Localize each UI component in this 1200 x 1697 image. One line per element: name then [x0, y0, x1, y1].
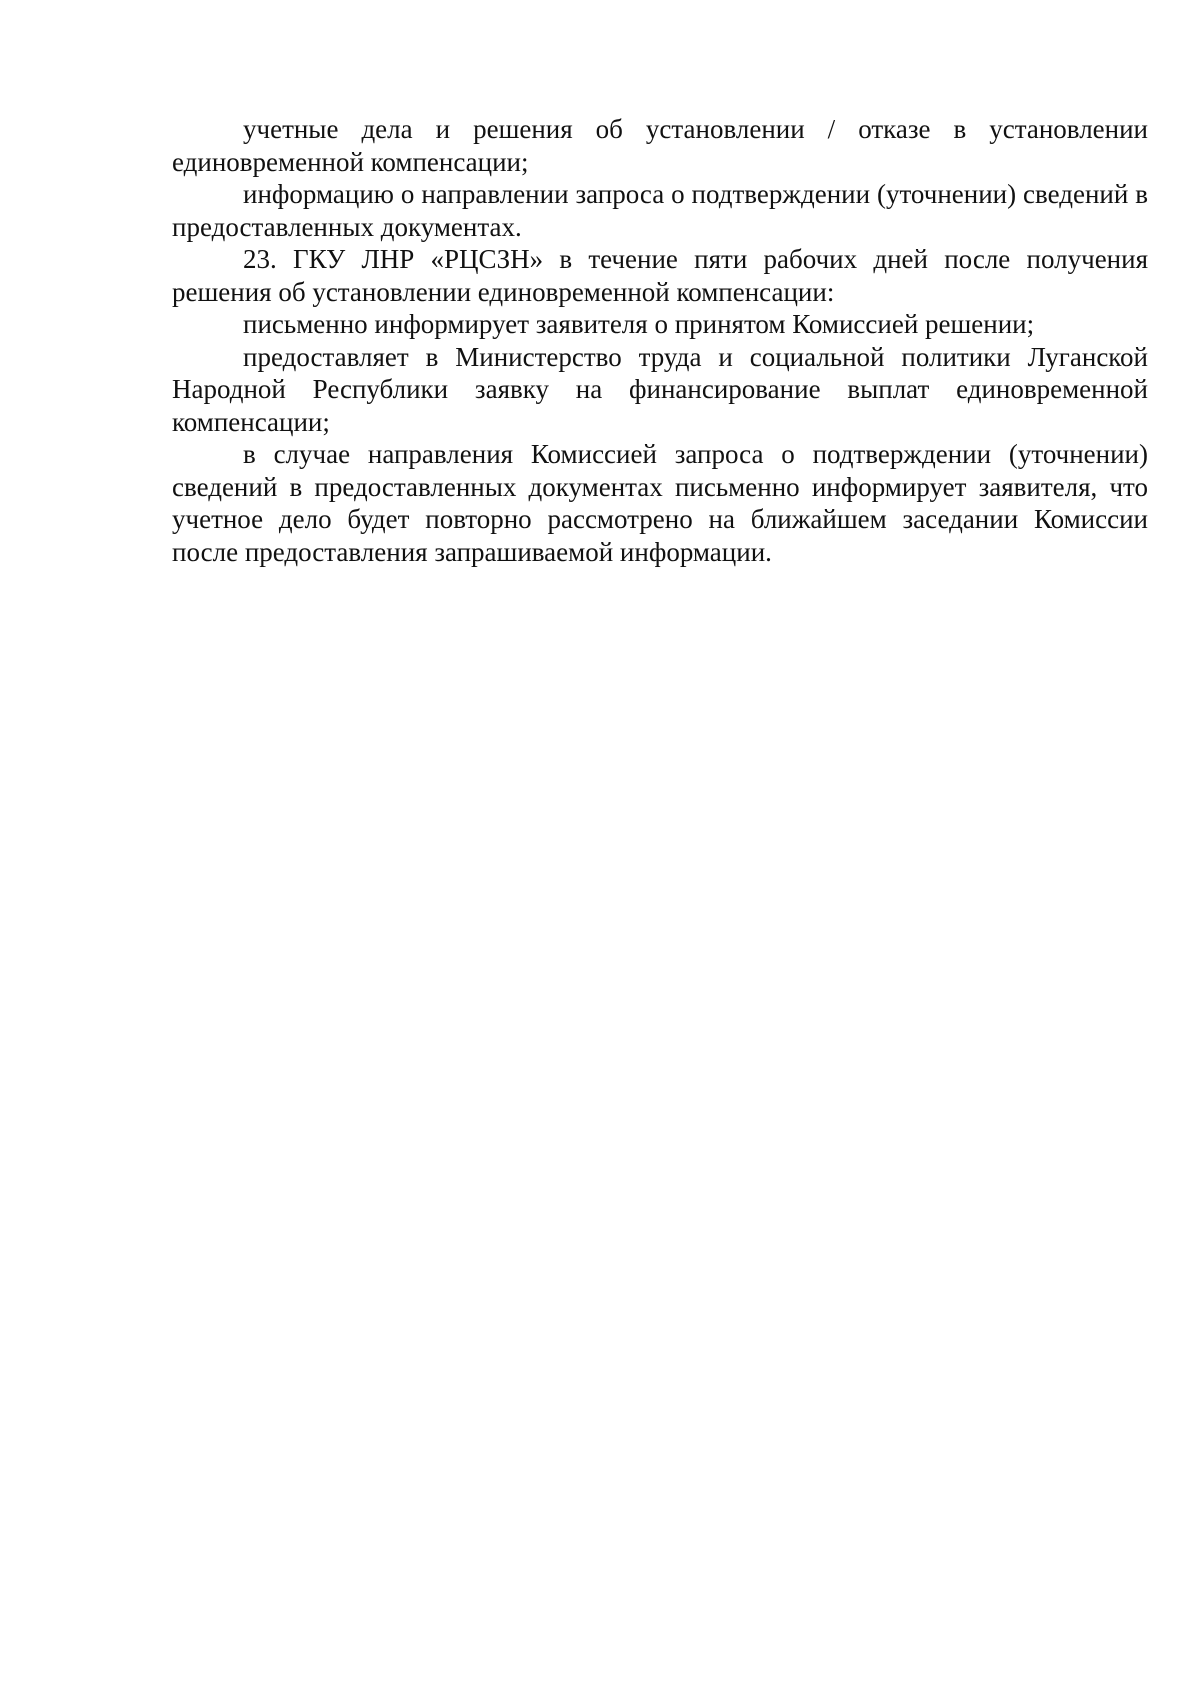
paragraph-repeat-review: в случае направления Комиссией запроса о подтверждении (уточнении) сведений в предоставленных документах письменно информирует заявителя, что учетное дело будет повторно рассмотрено на ближайшем заседании Комиссии после предоставления запрашиваемой информации. — [172, 439, 1148, 567]
paragraph-inform-applicant: письменно информирует заявителя о принятом Комиссией решении; — [243, 309, 1035, 339]
document-body — [172, 113, 1148, 568]
paragraph-case-files: учетные дела и решения об установлении / отказе в установлении единовременной компенсации; — [172, 114, 1148, 177]
paragraph-request-info: информацию о направлении запроса о подтверждении (уточнении) сведений в предоставленных документах. — [172, 179, 1148, 242]
paragraph-submit-request-ministry: предоставляет в Министерство труда и социальной политики Луганской Народной Республики заявку на финансирование выплат единовременной компенсации; — [172, 341, 1148, 437]
paragraph-item-23: 23. ГКУ ЛНР «РЦСЗН» в течение пяти рабочих дней после получения решения об установлении единовременной компенсации: — [172, 244, 1148, 307]
